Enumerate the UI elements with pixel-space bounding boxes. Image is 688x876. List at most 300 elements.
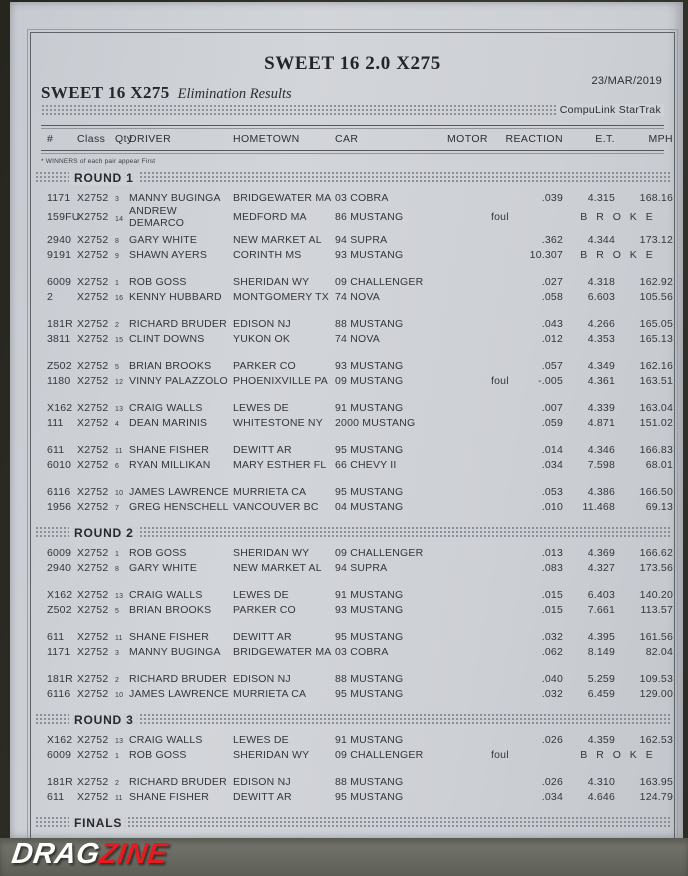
driver-name: BRIAN BROOKS [129, 603, 212, 616]
qualify-position: 2 [115, 780, 120, 787]
hometown: VANCOUVER BC [233, 500, 319, 513]
col-header-class: Class [77, 133, 106, 145]
result-row [41, 686, 673, 701]
reaction-cell [489, 211, 563, 223]
et-value: 6.459 [587, 687, 615, 700]
car-number: Z502 [47, 603, 72, 616]
hometown: SHERIDAN WY [233, 546, 310, 559]
car-number: 6009 [47, 748, 72, 761]
car-number: 181R [47, 672, 73, 685]
timing-system-brand: CompuLink StarTrak [557, 104, 664, 116]
results-sheet [10, 2, 683, 838]
round-label: ROUND 2 [69, 526, 139, 540]
mph-value: 166.62 [639, 546, 673, 559]
car-number: 6116 [47, 485, 71, 498]
mph-value: 163.95 [639, 775, 673, 788]
mph-value: 163.04 [639, 401, 673, 414]
car-number: 611 [47, 443, 65, 456]
mph-value: 166.50 [639, 485, 673, 498]
reaction-cell [489, 417, 563, 429]
et-value: 6.603 [587, 290, 615, 303]
reaction-cell [489, 402, 563, 414]
hometown: PHOENIXVILLE PA [233, 374, 329, 387]
class-code: X2752 [77, 687, 109, 700]
class-code: X2752 [77, 290, 109, 303]
reaction-cell [489, 631, 563, 643]
qualify-position: 5 [115, 364, 120, 371]
dragzine-logo [10, 838, 170, 871]
reaction-value: .034 [541, 458, 563, 471]
mph-value: 69.13 [645, 500, 673, 513]
mph-value: 173.12 [639, 233, 673, 246]
car-number: 6009 [47, 546, 72, 559]
elimination-pair [41, 316, 673, 346]
class-code: X2752 [77, 359, 109, 372]
mph-value: 82.04 [645, 645, 673, 658]
reaction-value: .057 [541, 359, 563, 372]
reaction-value: .027 [541, 275, 563, 288]
reaction-cell [489, 604, 563, 616]
car-model: 94 SUPRA [335, 233, 388, 246]
result-row [41, 545, 673, 560]
qualify-position: 3 [115, 650, 120, 657]
reaction-cell [489, 192, 563, 204]
result-row [41, 747, 664, 762]
car-model: 95 MUSTANG [335, 790, 404, 803]
qualify-position: 13 [115, 738, 124, 745]
driver-name: GARY WHITE [129, 561, 198, 574]
class-code: X2752 [77, 603, 109, 616]
car-number: 6010 [47, 458, 72, 471]
car-number: 2940 [47, 233, 72, 246]
reaction-value: .059 [541, 416, 563, 429]
class-code: X2752 [77, 546, 109, 559]
reaction-cell [489, 318, 563, 330]
driver-name: SHANE FISHER [129, 443, 209, 456]
result-row [41, 671, 673, 686]
result-row [41, 247, 664, 262]
reaction-cell [489, 444, 563, 456]
round-header-band [35, 526, 670, 539]
car-model: 91 MUSTANG [335, 733, 404, 746]
driver-name: VINNY PALAZZOLO [129, 374, 228, 387]
car-number: 611 [47, 630, 65, 643]
driver-name: GARY WHITE [129, 233, 198, 246]
elimination-pair [41, 629, 673, 659]
col-header-et: E.T. [595, 133, 615, 145]
hometown: NEW MARKET AL [233, 233, 322, 246]
driver-name: ANDREW DEMARCO [129, 205, 185, 229]
mph-value: 165.13 [639, 332, 673, 345]
driver-name: BRIAN BROOKS [129, 359, 212, 372]
class-code: X2752 [77, 211, 109, 223]
result-row [41, 205, 664, 229]
hometown: NEW MARKET AL [233, 561, 322, 574]
class-code: X2752 [77, 401, 109, 414]
driver-name: SHAWN AYERS [129, 248, 208, 261]
reaction-cell [489, 276, 563, 288]
mph-value: 113.57 [640, 603, 673, 616]
result-row [41, 232, 673, 247]
hometown: EDISON NJ [233, 317, 291, 330]
mph-value: 109.53 [639, 672, 673, 685]
driver-name: JAMES LAWRENCE [129, 485, 229, 498]
mph-value: 151.02 [639, 416, 673, 429]
qualify-position: 13 [115, 593, 124, 600]
class-code: X2752 [77, 790, 109, 803]
class-code: X2752 [77, 748, 109, 761]
reaction-cell [489, 234, 563, 246]
car-model: 93 MUSTANG [335, 248, 404, 261]
reaction-value: .083 [541, 561, 563, 574]
car-number: X162 [47, 733, 73, 746]
car-model: 03 COBRA [335, 191, 389, 204]
car-model: 95 MUSTANG [335, 630, 404, 643]
reaction-value: .039 [541, 191, 563, 204]
hometown: MONTGOMERY TX [233, 290, 329, 303]
result-row [41, 190, 673, 205]
qualify-position: 9 [115, 253, 120, 260]
et-value: 4.346 [587, 443, 615, 456]
qualify-position: 10 [115, 692, 124, 699]
reaction-cell [489, 486, 563, 498]
qualify-position: 11 [115, 448, 123, 455]
class-code: X2752 [77, 416, 109, 429]
col-header-motor: MOTOR [447, 133, 488, 145]
reaction-cell [489, 501, 563, 513]
reaction-value: .014 [541, 443, 563, 456]
elimination-pair [41, 774, 673, 804]
qualify-position: 13 [115, 406, 124, 413]
class-code: X2752 [77, 733, 109, 746]
class-code: X2752 [77, 485, 109, 498]
result-row [41, 316, 673, 331]
class-code: X2752 [77, 500, 109, 513]
et-value: 7.661 [587, 603, 615, 616]
et-value: 4.353 [587, 332, 615, 345]
driver-name: CLINT DOWNS [129, 332, 205, 345]
report-subtitle-row [41, 75, 664, 102]
car-model: 94 SUPRA [335, 561, 388, 574]
qualify-position: 10 [115, 490, 124, 497]
reaction-value: .026 [541, 775, 563, 788]
elimination-pair [41, 671, 673, 701]
qualify-position: 1 [115, 280, 120, 287]
qualify-position: 15 [115, 337, 124, 344]
class-code: X2752 [77, 317, 109, 330]
col-header-driver: DRIVER [129, 133, 172, 145]
foul-flag: foul [491, 374, 509, 387]
class-code: X2752 [77, 561, 109, 574]
reaction-cell [489, 646, 563, 658]
broke-indicator: B R O K E [580, 748, 656, 761]
result-row [41, 774, 673, 789]
reaction-cell [489, 734, 563, 746]
reaction-value: -.005 [538, 374, 563, 387]
qualify-position: 5 [115, 608, 120, 615]
driver-name: ROB GOSS [129, 748, 187, 761]
reaction-cell [489, 375, 563, 387]
elimination-pair [41, 732, 673, 762]
et-value: 4.344 [587, 233, 615, 246]
reaction-value: .012 [541, 332, 563, 345]
reaction-value: .026 [541, 733, 563, 746]
qualify-position: 14 [115, 215, 124, 223]
hometown: MEDFORD MA [233, 211, 307, 223]
class-code: X2752 [77, 191, 109, 204]
mph-value: 105.56 [639, 290, 673, 303]
qualify-position: 1 [115, 551, 120, 558]
car-model: 91 MUSTANG [335, 588, 404, 601]
car-model: 09 CHALLENGER [335, 748, 424, 761]
et-value: 4.339 [587, 401, 615, 414]
result-row [41, 560, 673, 575]
qualify-position: 8 [115, 566, 120, 573]
hometown: EDISON NJ [233, 775, 291, 788]
reaction-cell [489, 333, 563, 345]
car-model: 04 MUSTANG [335, 500, 404, 513]
car-number: 6116 [47, 687, 71, 700]
driver-name: ROB GOSS [129, 275, 187, 288]
reaction-cell [489, 749, 563, 761]
driver-name: SHANE FISHER [129, 790, 209, 803]
reaction-value: .015 [541, 588, 563, 601]
car-number: 3811 [47, 332, 71, 345]
hometown: LEWES DE [233, 401, 289, 414]
reaction-value: .362 [541, 233, 563, 246]
et-value: 4.871 [587, 416, 615, 429]
reaction-cell [489, 673, 563, 685]
qualify-position: 12 [115, 379, 124, 386]
elimination-pair [41, 358, 673, 388]
hometown: BRIDGEWATER MA [233, 645, 332, 658]
car-number: 181R [47, 317, 73, 330]
result-row [41, 457, 673, 472]
col-header-car: CAR [335, 133, 359, 145]
reaction-value: .034 [541, 790, 563, 803]
reaction-cell [489, 547, 563, 559]
et-value: 4.646 [587, 790, 615, 803]
class-code: X2752 [77, 248, 109, 261]
qualify-position: 11 [115, 795, 123, 802]
car-model: 09 CHALLENGER [335, 546, 424, 559]
logo-zine-text: ZINE [97, 838, 170, 870]
reaction-value: .010 [541, 500, 563, 513]
et-value: 4.359 [587, 733, 615, 746]
column-header-row [41, 129, 673, 149]
car-model: 88 MUSTANG [335, 317, 404, 330]
et-value: 4.266 [587, 317, 615, 330]
class-code: X2752 [77, 275, 109, 288]
qualify-position: 1 [115, 753, 120, 760]
round-label: ROUND 3 [69, 713, 139, 727]
hometown: CORINTH MS [233, 248, 302, 261]
reaction-cell [489, 360, 563, 372]
elimination-pair [41, 442, 673, 472]
reaction-value: .013 [541, 546, 563, 559]
car-model: 95 MUSTANG [335, 687, 404, 700]
et-value: 6.403 [587, 588, 615, 601]
driver-name: CRAIG WALLS [129, 733, 203, 746]
reaction-value: .032 [541, 630, 563, 643]
mph-value: 129.00 [639, 687, 673, 700]
result-row [41, 274, 673, 289]
qualify-position: 4 [115, 421, 120, 428]
qualify-position: 7 [115, 505, 120, 512]
hometown: MURRIETA CA [233, 687, 307, 700]
mph-value: 162.53 [639, 733, 673, 746]
mph-value: 165.05 [639, 317, 673, 330]
et-value: 4.318 [587, 275, 615, 288]
mph-value: 163.51 [639, 374, 673, 387]
hatched-band [41, 104, 664, 115]
driver-name: MANNY BUGINGA [129, 645, 221, 658]
car-number: 1180 [47, 374, 71, 387]
qualify-position: 8 [115, 238, 120, 245]
col-header-hometown: HOMETOWN [233, 133, 300, 145]
class-code: X2752 [77, 458, 109, 471]
qualify-position: 3 [115, 196, 120, 203]
et-value: 7.598 [587, 458, 615, 471]
car-model: 88 MUSTANG [335, 775, 404, 788]
driver-name: DEAN MARINIS [129, 416, 208, 429]
hometown: SHERIDAN WY [233, 275, 310, 288]
mph-value: 124.79 [639, 790, 673, 803]
qualify-position: 6 [115, 463, 120, 470]
reaction-value: .062 [541, 645, 563, 658]
round-header-band [35, 816, 670, 829]
car-number: X162 [47, 401, 73, 414]
divider [41, 150, 664, 154]
reaction-value: .015 [541, 603, 563, 616]
reaction-value: .043 [541, 317, 563, 330]
reaction-cell [489, 249, 563, 261]
result-row [41, 587, 673, 602]
reaction-cell [489, 291, 563, 303]
result-row [41, 415, 673, 430]
class-code: X2752 [77, 672, 109, 685]
et-value: 11.468 [582, 500, 615, 513]
car-number: X162 [47, 588, 73, 601]
report-class-title: SWEET 16 X275 [41, 83, 170, 102]
winners-note: * WINNERS of each pair appear First [41, 158, 156, 165]
result-row [41, 732, 673, 747]
round-header-band [35, 713, 670, 726]
car-number: 1171 [47, 191, 71, 204]
class-code: X2752 [77, 332, 109, 345]
car-number: Z502 [47, 359, 72, 372]
car-number: 1956 [47, 500, 72, 513]
hometown: SHERIDAN WY [233, 748, 310, 761]
car-model: 95 MUSTANG [335, 485, 404, 498]
driver-name: GREG HENSCHELL [129, 500, 229, 513]
reaction-cell [489, 459, 563, 471]
elimination-pair [41, 484, 673, 514]
reaction-value: 10.307 [529, 248, 563, 261]
hometown: DEWITT AR [233, 630, 292, 643]
logo-drag-text: DRAG [9, 838, 102, 870]
et-value: 4.315 [587, 191, 615, 204]
round-label: ROUND 1 [69, 171, 139, 185]
result-row [41, 400, 673, 415]
hometown: YUKON OK [233, 332, 291, 345]
result-row [41, 289, 673, 304]
car-model: 66 CHEVY II [335, 458, 397, 471]
car-model: 88 MUSTANG [335, 672, 404, 685]
elimination-pair [41, 232, 673, 262]
elimination-pair [41, 545, 673, 575]
mph-value: 173.56 [639, 561, 673, 574]
class-code: X2752 [77, 233, 109, 246]
driver-name: RICHARD BRUDER [129, 775, 227, 788]
reaction-cell [489, 791, 563, 803]
et-value: 5.259 [587, 672, 615, 685]
driver-name: JAMES LAWRENCE [129, 687, 229, 700]
class-code: X2752 [77, 630, 109, 643]
qualify-position: 2 [115, 677, 120, 684]
foul-flag: foul [491, 211, 509, 223]
class-code: X2752 [77, 588, 109, 601]
page-border [30, 32, 675, 838]
col-header-number: # [47, 133, 54, 145]
reaction-value: .058 [541, 290, 563, 303]
hometown: DEWITT AR [233, 790, 292, 803]
mph-value: 168.16 [639, 191, 673, 204]
et-value: 8.149 [587, 645, 615, 658]
car-model: 95 MUSTANG [335, 443, 404, 456]
hometown: EDISON NJ [233, 672, 291, 685]
elimination-pair [41, 190, 673, 229]
reaction-value: .032 [541, 687, 563, 700]
reaction-cell [489, 776, 563, 788]
round-header-band [35, 171, 670, 184]
result-row [41, 602, 673, 617]
car-number: 2940 [47, 561, 72, 574]
car-model: 86 MUSTANG [335, 211, 404, 223]
result-row [41, 373, 673, 388]
car-model: 2000 MUSTANG [335, 416, 416, 429]
reaction-cell [489, 589, 563, 601]
hometown: BRIDGEWATER MA [233, 191, 332, 204]
reaction-cell [489, 688, 563, 700]
reaction-value: .007 [541, 401, 563, 414]
result-row [41, 499, 673, 514]
reaction-value: .053 [541, 485, 563, 498]
car-model: 09 MUSTANG [335, 374, 404, 387]
class-code: X2752 [77, 775, 109, 788]
hometown: PARKER CO [233, 359, 296, 372]
et-value: 4.361 [587, 374, 615, 387]
qualify-position: 11 [115, 635, 123, 642]
result-row [41, 484, 673, 499]
car-number: 181R [47, 775, 73, 788]
car-number: 611 [47, 790, 65, 803]
elimination-pair [41, 274, 673, 304]
mph-value: 68.01 [645, 458, 673, 471]
result-row [41, 789, 673, 804]
class-code: X2752 [77, 374, 109, 387]
mph-value: 161.56 [639, 630, 673, 643]
result-row [41, 629, 673, 644]
car-model: 03 COBRA [335, 645, 389, 658]
reaction-value: .040 [541, 672, 563, 685]
col-header-reaction: REACTION [505, 133, 563, 145]
car-number: 1171 [47, 645, 71, 658]
driver-name: KENNY HUBBARD [129, 290, 222, 303]
mph-value: 140.20 [639, 588, 673, 601]
driver-name: RICHARD BRUDER [129, 317, 227, 330]
et-value: 4.395 [587, 630, 615, 643]
